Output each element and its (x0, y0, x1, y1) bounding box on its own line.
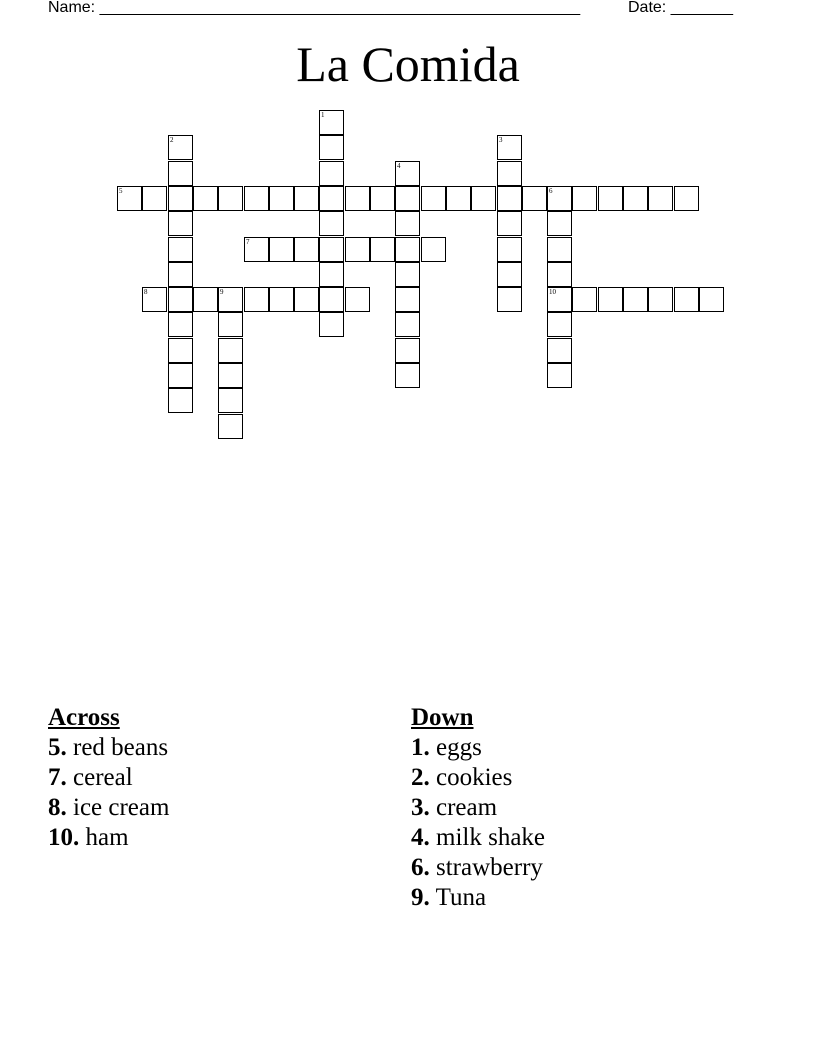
across-clue (48, 793, 388, 823)
crossword-cell[interactable] (168, 135, 193, 160)
down-clue (411, 853, 771, 883)
crossword-cell[interactable] (547, 363, 572, 388)
clue-text: Tuna (435, 884, 487, 911)
crossword-cell[interactable] (244, 186, 269, 211)
crossword-cell[interactable] (395, 363, 420, 388)
cell-number: 10 (549, 288, 556, 296)
crossword-cell[interactable] (547, 338, 572, 363)
crossword-cell[interactable] (168, 287, 193, 312)
crossword-cell[interactable] (370, 237, 395, 262)
crossword-cell[interactable] (547, 211, 572, 236)
crossword-cell[interactable] (547, 287, 572, 312)
clue-number: 10. (48, 824, 80, 851)
crossword-cell[interactable] (345, 186, 370, 211)
crossword-cell[interactable] (168, 338, 193, 363)
crossword-cell[interactable] (168, 262, 193, 287)
clue-number: 8. (48, 794, 67, 821)
crossword-cell[interactable] (572, 287, 597, 312)
crossword-cell[interactable] (319, 312, 344, 337)
clue-text: cereal (73, 764, 133, 791)
crossword-cell[interactable] (598, 186, 623, 211)
crossword-cell[interactable] (319, 110, 344, 135)
cell-number: 7 (246, 238, 250, 246)
clue-number: 4. (411, 824, 430, 851)
clue-number: 9. (411, 884, 430, 911)
crossword-cell[interactable] (319, 161, 344, 186)
crossword-cell[interactable] (623, 287, 648, 312)
across-clue (48, 763, 388, 793)
crossword-cell[interactable] (319, 186, 344, 211)
crossword-cell[interactable] (497, 186, 522, 211)
crossword-cell[interactable] (193, 186, 218, 211)
crossword-cell[interactable] (319, 135, 344, 160)
crossword-cell[interactable] (370, 186, 395, 211)
crossword-cell[interactable] (168, 161, 193, 186)
date-field-label: Date: _______ (628, 0, 733, 16)
crossword-cell[interactable] (674, 186, 699, 211)
crossword-cell[interactable] (395, 186, 420, 211)
crossword-cell[interactable] (218, 338, 243, 363)
clue-text: strawberry (436, 854, 543, 881)
crossword-cell[interactable] (547, 262, 572, 287)
down-clue (411, 793, 771, 823)
crossword-cell[interactable] (674, 287, 699, 312)
crossword-cell[interactable] (572, 186, 597, 211)
crossword-cell[interactable] (193, 287, 218, 312)
crossword-cell[interactable] (168, 237, 193, 262)
cell-number: 3 (499, 136, 503, 144)
crossword-cell[interactable] (522, 186, 547, 211)
clue-number: 5. (48, 734, 67, 761)
crossword-cell[interactable] (319, 211, 344, 236)
crossword-cell[interactable] (497, 211, 522, 236)
crossword-cell[interactable] (269, 237, 294, 262)
page-title: La Comida (296, 36, 520, 92)
crossword-cell[interactable] (497, 161, 522, 186)
crossword-cell[interactable] (345, 287, 370, 312)
crossword-cell[interactable] (395, 338, 420, 363)
crossword-cell[interactable] (218, 186, 243, 211)
crossword-cell[interactable] (421, 237, 446, 262)
crossword-cell[interactable] (497, 287, 522, 312)
cell-number: 6 (549, 187, 553, 195)
crossword-cell[interactable] (547, 186, 572, 211)
clue-text: cookies (436, 764, 513, 791)
clue-number: 7. (48, 764, 67, 791)
crossword-cell[interactable] (244, 237, 269, 262)
crossword-cell[interactable] (319, 262, 344, 287)
crossword-cell[interactable] (497, 262, 522, 287)
crossword-cell[interactable] (294, 287, 319, 312)
crossword-cell[interactable] (244, 287, 269, 312)
crossword-cell[interactable] (547, 312, 572, 337)
crossword-cell[interactable] (471, 186, 496, 211)
down-clue (411, 733, 771, 763)
crossword-cell[interactable] (547, 237, 572, 262)
crossword-cell[interactable] (319, 287, 344, 312)
down-clue (411, 823, 771, 853)
clue-text: ham (85, 824, 129, 851)
crossword-cell[interactable] (497, 237, 522, 262)
cell-number: 4 (397, 162, 401, 170)
crossword-cell[interactable] (319, 237, 344, 262)
crossword-cell[interactable] (168, 312, 193, 337)
crossword-cell[interactable] (142, 287, 167, 312)
crossword-cell[interactable] (345, 237, 370, 262)
clue-number: 6. (411, 854, 430, 881)
crossword-cell[interactable] (168, 211, 193, 236)
clue-number: 1. (411, 734, 430, 761)
crossword-cell[interactable] (395, 312, 420, 337)
crossword-cell[interactable] (446, 186, 471, 211)
crossword-cell[interactable] (168, 186, 193, 211)
cell-number: 9 (220, 288, 224, 296)
crossword-cell[interactable] (623, 186, 648, 211)
crossword-cell[interactable] (294, 237, 319, 262)
down-clue (411, 883, 771, 913)
crossword-cell[interactable] (218, 414, 243, 439)
crossword-cell[interactable] (218, 287, 243, 312)
down-heading: Down (411, 704, 474, 731)
across-heading: Across (48, 704, 120, 731)
across-clues (48, 703, 388, 853)
crossword-cell[interactable] (648, 287, 673, 312)
across-clue (48, 733, 388, 763)
across-clue (48, 823, 388, 853)
crossword-cell[interactable] (294, 186, 319, 211)
cell-number: 5 (119, 187, 123, 195)
crossword-cell[interactable] (648, 186, 673, 211)
crossword-cell[interactable] (142, 186, 167, 211)
clue-number: 2. (411, 764, 430, 791)
crossword-cell[interactable] (699, 287, 724, 312)
cell-number: 1 (321, 111, 325, 119)
clue-text: red beans (73, 734, 169, 761)
clue-number: 3. (411, 794, 430, 821)
crossword-cell[interactable] (269, 186, 294, 211)
crossword-cell[interactable] (168, 388, 193, 413)
crossword-cell[interactable] (168, 363, 193, 388)
cell-number: 8 (144, 288, 148, 296)
cell-number: 2 (170, 136, 174, 144)
crossword-cell[interactable] (395, 262, 420, 287)
crossword-cell[interactable] (395, 211, 420, 236)
down-clue (411, 763, 771, 793)
crossword-cell[interactable] (421, 186, 446, 211)
crossword-cell[interactable] (218, 363, 243, 388)
crossword-cell[interactable] (218, 388, 243, 413)
crossword-grid (0, 0, 816, 460)
down-clues (411, 703, 771, 913)
crossword-cell[interactable] (269, 287, 294, 312)
crossword-cell[interactable] (395, 287, 420, 312)
crossword-cell[interactable] (497, 135, 522, 160)
clue-text: eggs (436, 734, 482, 761)
name-field-label: Name: ______________________________________________________ (48, 0, 581, 16)
crossword-cell[interactable] (598, 287, 623, 312)
crossword-cell[interactable] (218, 312, 243, 337)
crossword-cell[interactable] (117, 186, 142, 211)
clue-text: ice cream (73, 794, 170, 821)
crossword-cell[interactable] (395, 161, 420, 186)
clue-text: milk shake (436, 824, 546, 851)
crossword-cell[interactable] (395, 237, 420, 262)
clue-text: cream (436, 794, 498, 821)
